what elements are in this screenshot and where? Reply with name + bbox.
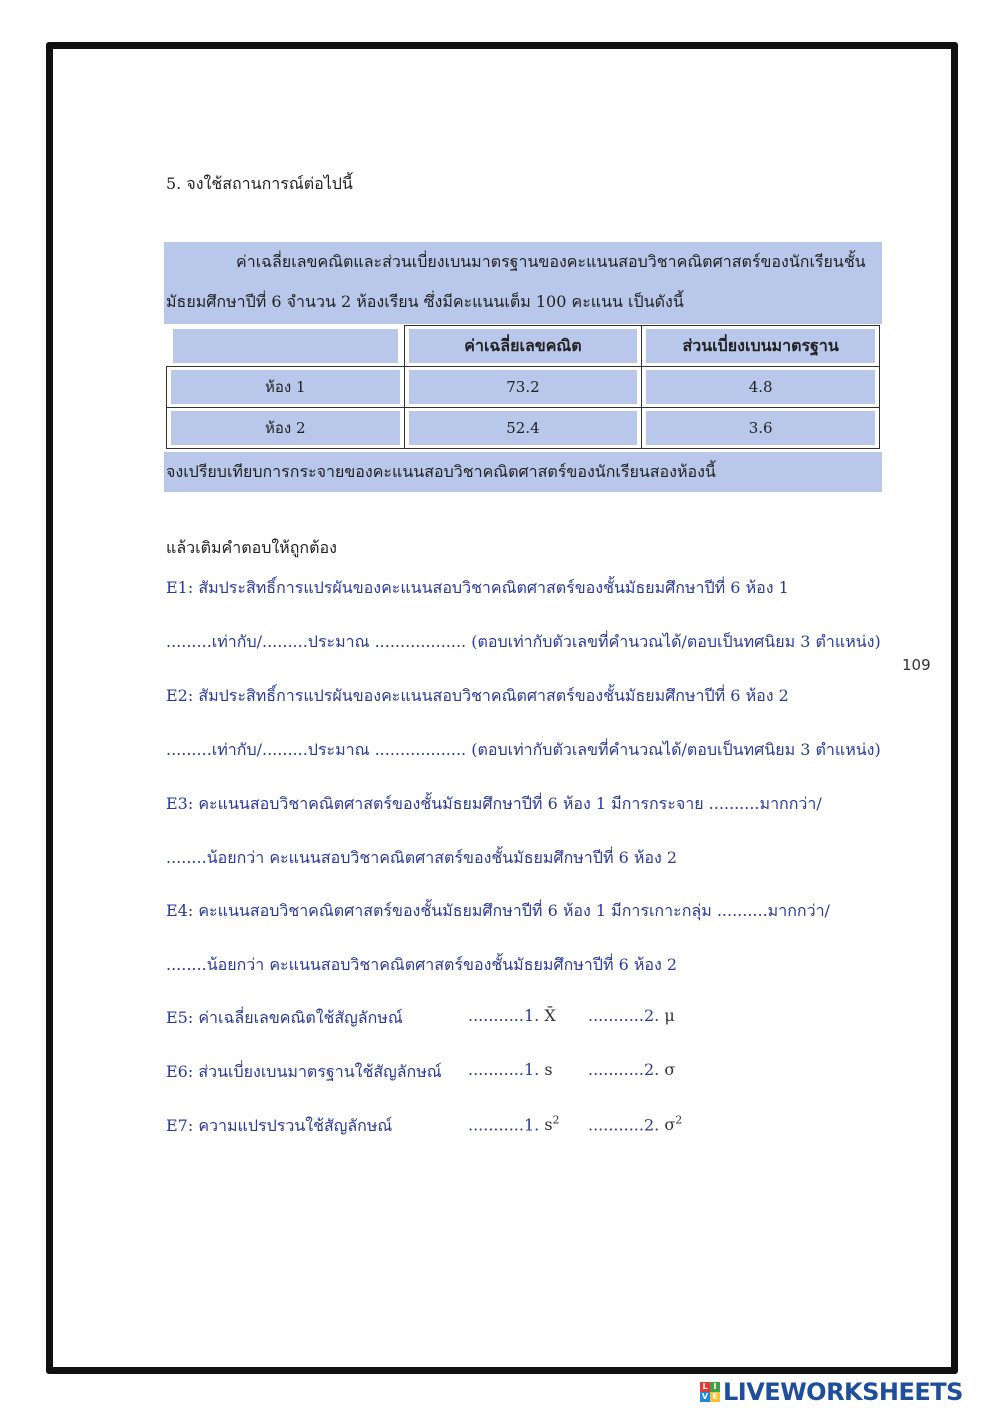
- item-e4-line-1[interactable]: E4: คะแนนสอบวิชาคณิตศาสตร์ของชั้นมัธยมศึกษาปีที่ 6 ห้อง 1 มีการเกาะกลุ่ม ..........มากกว่า/: [166, 901, 830, 920]
- intro-line-2: มัธยมศึกษาปีที่ 6 จำนวน 2 ห้องเรียน ซึ่งมีคะแนนเต็ม 100 คะแนน เป็นดังนี้: [166, 292, 684, 311]
- item-e6-option-1[interactable]: [468, 1060, 553, 1079]
- table-header-mean: ค่าเฉลี่ยเลขคณิต: [404, 326, 642, 367]
- item-e2-line-1: E2: สัมประสิทธิ์การแปรผันของคะแนนสอบวิชาคณิตศาสตร์ของชั้นมัธยมศึกษาปีที่ 6 ห้อง 2: [166, 686, 789, 705]
- fill-instruction: แล้วเติมคำตอบให้ถูกต้อง: [166, 538, 337, 557]
- item-e1-line-1: E1: สัมประสิทธิ์การแปรผันของคะแนนสอบวิชาคณิตศาสตร์ของชั้นมัธยมศึกษาปีที่ 6 ห้อง 1: [166, 578, 789, 597]
- item-e1-line-2[interactable]: .........เท่ากับ/.........ประมาณ .................. (ตอบเท่ากับตัวเลขที่คำนวณได้/ตอบเป็นทศนิยม 3 ตำแหน่ง): [166, 632, 881, 651]
- item-e3-line-2[interactable]: ........น้อยกว่า คะแนนสอบวิชาคณิตศาสตร์ของชั้นมัธยมศึกษาปีที่ 6 ห้อง 2: [166, 848, 678, 867]
- brand-name: LIVEWORKSHEETS: [723, 1378, 963, 1406]
- page-number: 109: [902, 656, 931, 674]
- option-blank[interactable]: ...........2.: [588, 1060, 660, 1079]
- option-blank[interactable]: ...........2.: [588, 1006, 660, 1025]
- compare-instruction: จงเปรียบเทียบการกระจายของคะแนนสอบวิชาคณิตศาสตร์ของนักเรียนสองห้องนี้: [166, 462, 716, 481]
- sigma-symbol: σ: [664, 1060, 676, 1079]
- item-e2-line-2[interactable]: .........เท่ากับ/.........ประมาณ .................. (ตอบเท่ากับตัวเลขที่คำนวณได้/ตอบเป็นทศนิยม 3 ตำแหน่ง): [166, 740, 881, 759]
- table-row: [167, 408, 880, 449]
- question-heading: 5. จงใช้สถานการณ์ต่อไปนี้: [166, 174, 353, 193]
- mean-cell: 52.4: [404, 408, 642, 449]
- xbar-symbol: X̄: [544, 1006, 556, 1025]
- sd-cell: 4.8: [642, 367, 880, 408]
- item-e7-label: E7: ความแปรปรวนใช้สัญลักษณ์: [166, 1116, 393, 1135]
- mean-cell: 73.2: [404, 367, 642, 408]
- item-e7-option-2[interactable]: [588, 1114, 682, 1134]
- liveworksheets-logo: [700, 1378, 963, 1406]
- table-header-row: [167, 326, 880, 367]
- item-e5-option-1[interactable]: [468, 1006, 556, 1025]
- item-e3-line-1[interactable]: E3: คะแนนสอบวิชาคณิตศาสตร์ของชั้นมัธยมศึกษาปีที่ 6 ห้อง 1 มีการกระจาย ..........มากกว่า/: [166, 794, 822, 813]
- option-blank[interactable]: ...........2.: [588, 1115, 660, 1135]
- mu-symbol: μ: [664, 1006, 675, 1025]
- room-cell: ห้อง 2: [167, 408, 405, 449]
- item-e6-option-2[interactable]: [588, 1060, 675, 1079]
- sigma-squared-symbol: $\sigma^2$: [664, 1114, 683, 1135]
- option-blank[interactable]: ...........1.: [468, 1060, 540, 1079]
- stats-table: [166, 325, 880, 449]
- item-e5-label: E5: ค่าเฉลี่ยเลขคณิตใช้สัญลักษณ์: [166, 1008, 403, 1027]
- option-blank[interactable]: ...........1.: [468, 1006, 540, 1025]
- sd-cell: 3.6: [642, 408, 880, 449]
- table-header-sd: ส่วนเบี่ยงเบนมาตรฐาน: [642, 326, 880, 367]
- s-symbol: s: [544, 1060, 553, 1079]
- item-e4-line-2[interactable]: ........น้อยกว่า คะแนนสอบวิชาคณิตศาสตร์ของชั้นมัธยมศึกษาปีที่ 6 ห้อง 2: [166, 955, 678, 974]
- s-squared-symbol: $s^2$: [544, 1114, 560, 1135]
- table-header-empty: [167, 326, 405, 367]
- liveworksheets-logo-icon: L I V E: [700, 1382, 720, 1402]
- item-e5-option-2[interactable]: [588, 1006, 675, 1025]
- table-row: [167, 367, 880, 408]
- item-e7-option-1[interactable]: [468, 1114, 560, 1134]
- item-e6-label: E6: ส่วนเบี่ยงเบนมาตรฐานใช้สัญลักษณ์: [166, 1062, 442, 1081]
- option-blank[interactable]: ...........1.: [468, 1115, 540, 1135]
- room-cell: ห้อง 1: [167, 367, 405, 408]
- intro-line-1: ค่าเฉลี่ยเลขคณิตและส่วนเบี่ยงเบนมาตรฐานของคะแนนสอบวิชาคณิตศาสตร์ของนักเรียนชั้น: [236, 252, 866, 271]
